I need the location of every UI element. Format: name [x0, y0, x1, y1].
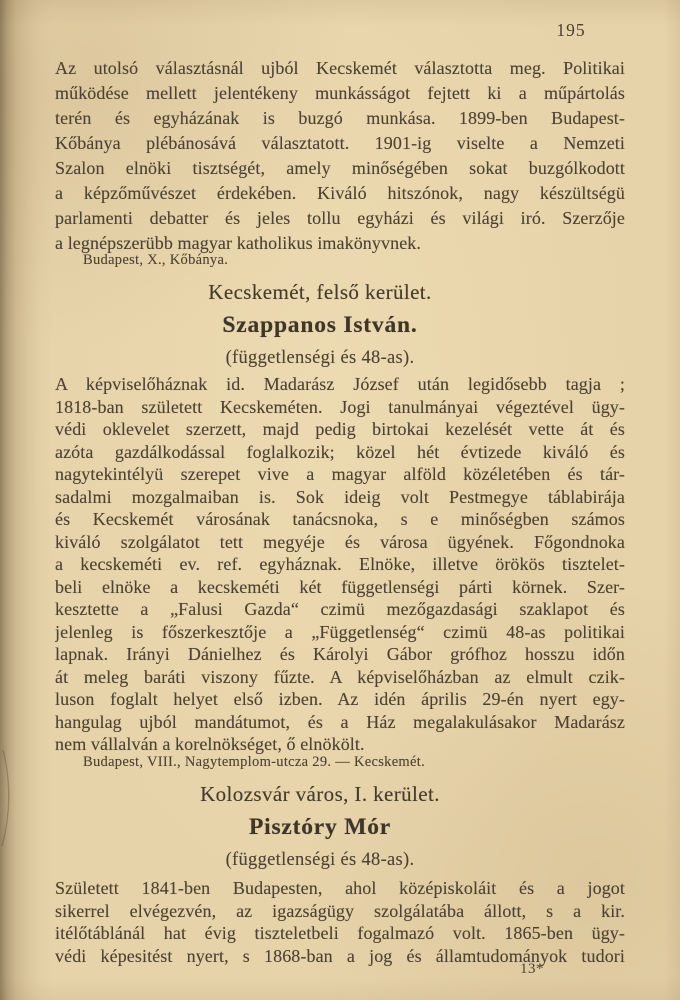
name-heading: Szappanos István. [222, 312, 418, 338]
text-line: A képviselőháznak id. Madarász József után legidősebb tagja ; [55, 374, 625, 394]
biography-paragraph [55, 373, 625, 756]
text-line: nem vállalván a korelnökséget, ő elnökölt. [55, 734, 365, 754]
party-affiliation: (függetlenségi és 48-as). [225, 348, 415, 368]
text-line: a kecskeméti ev. ref. egyháznak. Elnöke, illetve örökös tisztelet- [55, 554, 625, 574]
text-line: Az utolsó választásnál ujból Kecskemét választotta meg. Politikai [55, 58, 625, 78]
text-line: beli elnöke a kecskeméti két függetlenségi párti körnek. Szer- [55, 576, 625, 597]
text-line: védi oklevelet szerzett, majd pedig birtokai kezelését vette át és [55, 419, 625, 439]
district-heading: Kolozsvár város, I. kerület. [200, 782, 440, 806]
text-line: nagytekintélyü szerepet vive a magyar alföld közéletében és tár- [55, 464, 625, 484]
name-heading: Pisztóry Mór [248, 814, 392, 840]
page-number: 195 [556, 20, 586, 40]
text-line: parlamenti debatter és jeles tollu egyházi és világi iró. Szerzője [55, 208, 625, 228]
text-line: át meleg baráti viszony fűzte. A képviselőházban az elmult czik- [55, 666, 625, 687]
text-line: a legnépszerübb magyar katholikus imakönyvnek. [55, 233, 421, 253]
text-line: azóta gazdálkodással foglalkozik; közel hét évtizede kiváló és [55, 441, 625, 462]
text-line: kesztette a „Falusi Gazda“ czimü mezőgazdasági szaklapot és [55, 599, 625, 619]
text-line: Szalon elnöki tisztségét, amely minőségében sokat buzgólkodott [55, 158, 625, 178]
text-line: működése mellett jelentékeny munkásságot fejtett ki a műpártolás [55, 83, 625, 103]
text-line: hangulag ujból mandátumot, és a Ház megalakulásakor Madarász [55, 711, 625, 732]
text-line: itélőtáblánál hat évig tiszteletbeli fogalmazó volt. 1865-ben ügy- [55, 923, 625, 944]
text-line: lapnak. Irányi Dánielhez és Károlyi Gábor grófhoz hosszu időn [55, 644, 625, 664]
text-line: luson foglalt helyet első izben. Az idén április 29-én nyert egy- [55, 689, 625, 709]
text-line: és Kecskemét városának tanácsnoka, s e minőségben számos [55, 509, 625, 529]
address-line: Budapest, VIII., Nagytemplom-utcza 29. — Kecskemét. [83, 754, 425, 770]
intro-paragraph [55, 56, 625, 256]
text-line: sadalmi mozgalmaiban is. Sok ideig volt Pestmegye táblabirája [55, 486, 625, 507]
text-line: sikerrel elvégezvén, az igazságügy szolgálatába állott, s a kir. [55, 900, 625, 921]
text-line: terén és egyházának is buzgó munkása. 1899-ben Budapest- [55, 108, 625, 128]
party-affiliation: (függetlenségi és 48-as). [225, 850, 415, 870]
text-line: védi képesitést nyert, s 1868-ban a jog és államtudományok tudori [55, 945, 625, 966]
signature-mark: 13* [520, 961, 544, 977]
text-line: a képzőművészet érdekében. Kiváló hitszónok, nagy készültségü [55, 183, 625, 203]
district-heading: Kecskemét, felső kerület. [208, 280, 432, 304]
text-line: 1818-ban született Kecskeméten. Jogi tanulmányai végeztével ügy- [55, 396, 625, 417]
text-line: Született 1841-ben Budapesten, ahol középiskoláit és a jogot [55, 878, 625, 898]
text-line: kiváló szolgálatot tett megyéje és városa ügyének. Főgondnoka [55, 531, 625, 552]
biography-paragraph [55, 877, 625, 967]
scan-artifact [0, 748, 20, 848]
text-line: Kőbánya plébánosává választatott. 1901-ig viselte a Nemzeti [55, 133, 625, 153]
text-line: jelenleg is főszerkesztője a „Függetlenség“ czimü 48-as politikai [55, 621, 625, 642]
address-line: Budapest, X., Kőbánya. [83, 252, 229, 268]
